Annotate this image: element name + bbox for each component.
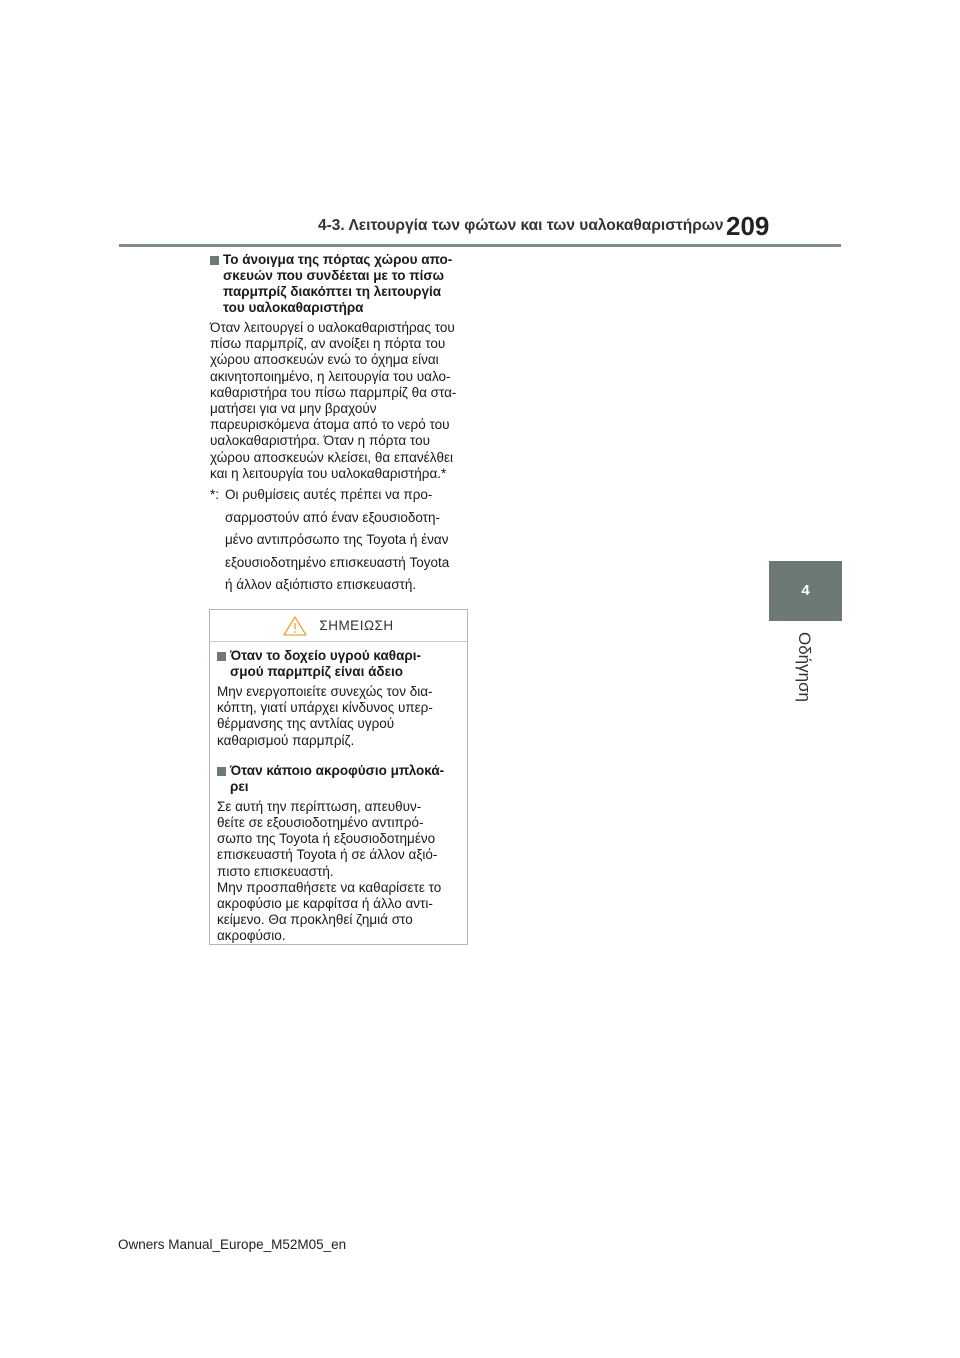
footnote-line: Οι ρυθμίσεις αυτές πρέπει να προ- (225, 487, 433, 503)
body-line: ακροφύσιο. (217, 928, 286, 944)
section-heading (210, 252, 468, 316)
body-line: χώρου αποσκευών κλείσει, θα επανέλθει (210, 449, 453, 465)
note-section-heading (217, 648, 460, 680)
chapter-tab[interactable]: 4 (769, 561, 842, 621)
square-bullet-icon (217, 767, 226, 776)
body-paragraph (210, 320, 468, 482)
body-line: παρευρισκόμενα άτομα από το νερό του (210, 417, 450, 433)
body-line: σωπο της Toyota ή εξουσιοδοτημένο (217, 831, 436, 847)
warning-triangle-icon (283, 616, 307, 636)
note-box (209, 609, 468, 945)
body-line: Μην προσπαθήσετε να καθαρίσετε το (217, 879, 442, 895)
heading-line: σκευών που συνδέεται με το πίσω (223, 268, 445, 283)
note-section-heading (217, 763, 460, 795)
page-number: 209 (726, 211, 770, 241)
body-line: Σε αυτή την περίπτωση, απευθυν- (217, 798, 422, 814)
heading-line: Όταν το δοχείο υγρού καθαρι- (230, 648, 422, 663)
body-line: κόπτη, γιατί υπάρχει κίνδυνος υπερ- (217, 700, 433, 716)
square-bullet-icon (210, 256, 219, 265)
body-line: ακροφύσιο με καρφίτσα ή άλλο αντι- (217, 896, 433, 912)
body-line: και η λειτουργία του υαλοκαθαριστήρα.* (210, 465, 447, 481)
footnote-line: μένο αντιπρόσωπο της Toyota ή έναν (225, 532, 449, 548)
heading-line: παρμπρίζ διακόπτει τη λειτουργία (223, 284, 442, 299)
note-title: ΣΗΜΕΙΩΣΗ (319, 618, 394, 633)
footnote-line: ή άλλον αξιόπιστο επισκευαστή. (225, 577, 417, 593)
body-line: καθαρισμού παρμπρίζ. (217, 732, 355, 748)
footnote-marker: *: (210, 487, 220, 503)
note-header (210, 610, 467, 642)
body-line: επισκευαστή Toyota ή σε άλλον αξιό- (217, 847, 438, 863)
note-section-body (217, 684, 460, 749)
heading-line: του υαλοκαθαριστήρα (223, 300, 364, 315)
body-line: κείμενο. Θα προκληθεί ζημιά στο (217, 912, 413, 928)
section-title: 4-3. Λειτουργία των φώτων και των υαλοκαθαριστήρων (318, 217, 724, 234)
body-line: ματήσει για να μην βραχούν (210, 401, 377, 417)
main-content (210, 252, 468, 597)
body-line: χώρου αποσκευών ενώ το όχημα είναι (210, 352, 439, 368)
body-line: Όταν λειτουργεί ο υαλοκαθαριστήρας του (210, 320, 455, 335)
chapter-label: Οδήγηση (795, 631, 814, 703)
note-section (210, 763, 467, 945)
body-line: καθαριστήρα του πίσω παρμπρίζ θα στα- (210, 384, 457, 400)
square-bullet-icon (217, 652, 226, 661)
body-line: πίσω παρμπρίζ, αν ανοίξει η πόρτα του (210, 336, 446, 352)
header-divider (119, 244, 841, 247)
body-line: υαλοκαθαριστήρα. Όταν η πόρτα του (210, 433, 430, 449)
body-line: θέρμανσης της αντλίας υγρού (217, 716, 395, 732)
heading-line: Όταν κάποιο ακροφύσιο μπλοκά- (230, 762, 445, 778)
body-line: πιστο επισκευαστή. (217, 863, 334, 879)
body-line: ακινητοποιημένο, η λειτουργία του υαλο- (210, 368, 451, 384)
footnote (210, 484, 468, 597)
note-section-body (217, 799, 460, 945)
heading-line: Το άνοιγμα της πόρτας χώρου απο- (223, 252, 453, 267)
body-line: Μην ενεργοποιείτε συνεχώς τον δια- (217, 684, 433, 699)
heading-line: σμού παρμπρίζ είναι άδειο (230, 664, 403, 679)
heading-line: ρει (230, 778, 249, 794)
footer-text: Owners Manual_Europe_M52M05_en (118, 1237, 347, 1252)
footnote-line: σαρμοστούν από έναν εξουσιοδοτη- (225, 509, 441, 525)
note-section (210, 648, 467, 749)
body-line: θείτε σε εξουσιοδοτημένο αντιπρό- (217, 815, 424, 831)
footnote-line: εξουσιοδοτημένο επισκευαστή Toyota (225, 554, 450, 570)
